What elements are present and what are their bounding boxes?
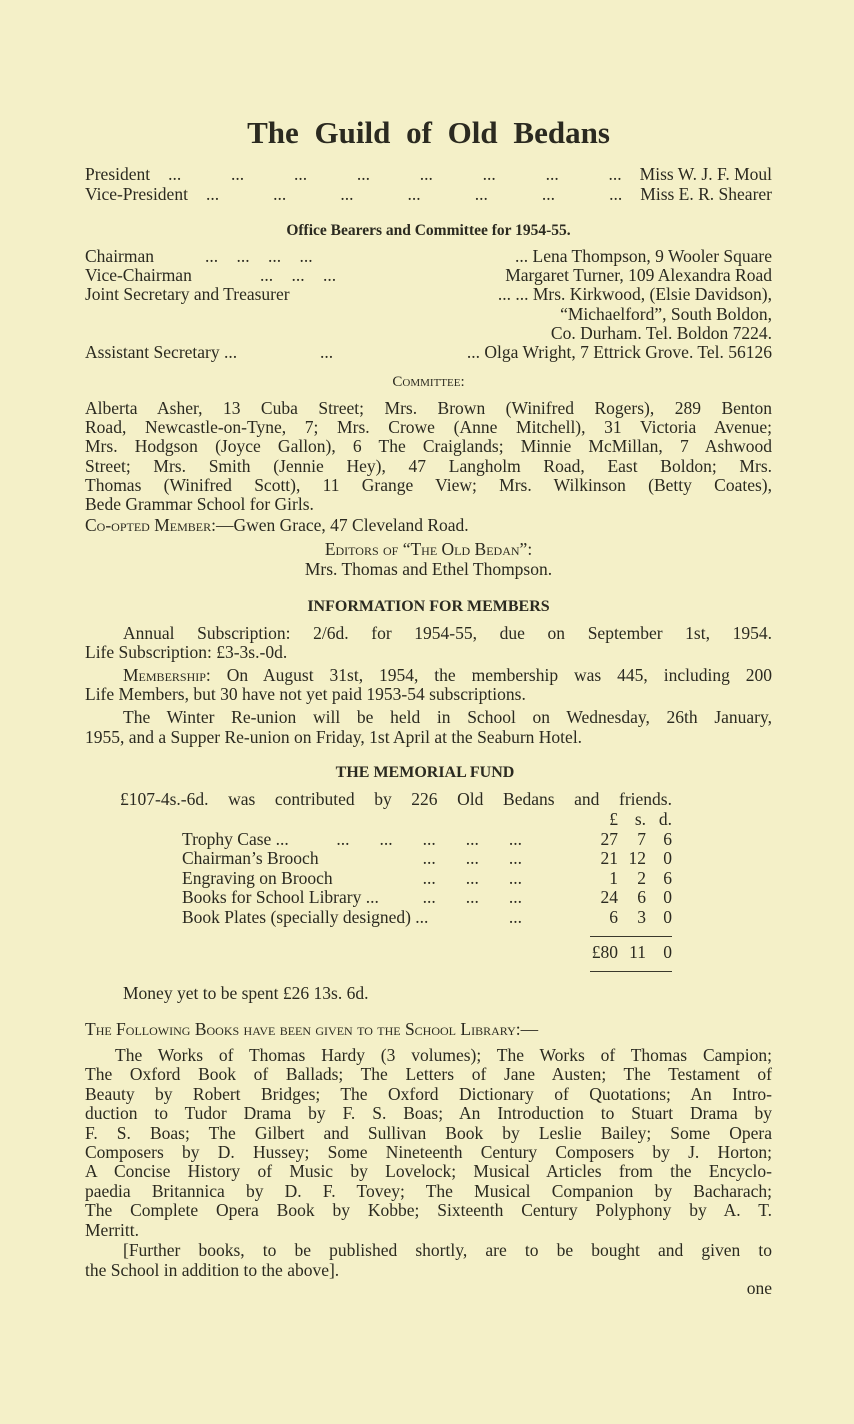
books-line: duction to Tudor Drama by F. S. Boas; An Introduction to Stuart Drama by [85,1103,772,1124]
money-left: Money yet to be spent £26 13s. 6d. [123,983,369,1003]
page-title: The Guild of Old Bedans [247,115,610,150]
fund-table-row [182,888,672,908]
vice-chairman-row: Vice-Chairman ... ... ... Margaret Turner, 109 Alexandra Road [85,265,772,285]
fund-item-label: Book Plates (specially designed) ... [182,906,429,927]
committee-line: Bede Grammar School for Girls. [85,494,314,514]
membership-line-1: Membership: On August 31st, 1954, the membership was 445, including 200 [123,665,772,685]
dot-leader: ... ... ... [422,867,522,888]
fund-intro: £107-4s.-6d. was contributed by 226 Old Bedans and friends. [120,789,672,809]
joint-secretary-address-2: Co. Durham. Tel. Boldon 7224. [550,323,772,343]
fund-amount-d: 6 [663,867,672,888]
dot-leader: ... [508,906,522,927]
committee-line: Mrs. Hodgson (Joyce Gallon), 6 The Craiglands; Minnie McMillan, 7 Ashwood [85,436,772,457]
info-heading: INFORMATION FOR MEMBERS [307,598,550,615]
fund-table-header: £ s. d. [609,809,672,829]
dot-leader: ... ... ... [422,887,522,907]
reunion-line-1: The Winter Re-union will be held in School on Wednesday, 26th January, [123,707,772,727]
office-bearers-heading: Office Bearers and Committee for 1954-55. [286,222,571,239]
fund-amount-s: 3 [637,906,646,927]
officer-vice-president: Vice-President ... ... ... ... ... ... ... Miss E. R. Shearer [85,184,772,204]
fund-amount-d: 0 [663,906,672,927]
committee-line: Alberta Asher, 13 Cuba Street; Mrs. Brown (Winifred Rogers), 289 Benton [85,398,772,418]
fund-amount-l: 24 [600,887,618,907]
fund-amount-l: 27 [600,828,618,849]
committee-heading: Committee: [392,374,465,390]
committee-line: Thomas (Winifred Scott), 11 Grange View; Mrs. Wilkinson (Betty Coates), [85,474,772,495]
fund-item-label: Engraving on Brooch [182,867,333,888]
joint-secretary-row: Joint Secretary and Treasurer ... ... Mrs. Kirkwood, (Elsie Davidson), [85,284,772,304]
fund-amount-d: 0 [663,848,672,868]
joint-secretary-address-1: “Michaelford”, South Boldon, [560,304,772,324]
fund-amount-l: 1 [609,867,618,888]
membership-line-2: Life Members, but 30 have not yet paid 1953-54 subscriptions. [85,684,526,704]
books-line: F. S. Boas; The Gilbert and Sullivan Book by Leslie Bailey; Some Opera [85,1122,772,1143]
books-line: The Complete Opera Book by Kobbe; Sixteenth Century Polyphony by A. T. [85,1200,772,1221]
fund-table-row [182,908,672,928]
memorial-fund-heading: THE MEMORIAL FUND [335,764,515,781]
dot-leader: ... ... ... [260,265,337,285]
further-line-1: [Further books, to be published shortly, are to be bought and given to [123,1240,772,1260]
total-rule-bottom [590,971,672,972]
dot-leader: ... ... ... ... ... [336,828,522,849]
fund-amount-l: 21 [600,848,618,868]
books-line: A Concise History of Music by Lovelock; Musical Articles from the Encyclo- [85,1161,772,1182]
fund-table-row [182,869,672,889]
further-line-2: the School in addition to the above]. [85,1260,340,1280]
total-rule-top [590,936,672,937]
page-number: one [746,1278,772,1298]
fund-table [182,810,672,927]
fund-item-label: Trophy Case ... [182,828,289,849]
fund-item-label: Books for School Library ... [182,887,379,907]
officer-president: President ... ... ... ... ... ... ... ... Miss W. J. F. Moul [85,164,772,184]
books-heading: The Following Books have been given to the School Library:— [85,1019,539,1039]
fund-amount-s: 12 [628,848,646,868]
editors-names: Mrs. Thomas and Ethel Thompson. [304,559,553,579]
editors-heading: Editors of “The Old Bedan”: [324,539,533,559]
books-line: Beauty by Robert Bridges; The Oxford Dictionary of Quotations; An Intro- [85,1083,772,1104]
books-line: The Works of Thomas Hardy (3 volumes); The Works of Thomas Campion; [115,1045,772,1065]
fund-item-label: Chairman’s Brooch [182,848,319,868]
books-line: Composers by D. Hussey; Some Nineteenth Century Composers by J. Horton; [85,1142,772,1162]
committee-line: Road, Newcastle-on-Tyne, 7; Mrs. Crowe (Anne Mitchell), 31 Victoria Avenue; [85,417,772,438]
subscription-line-1: Annual Subscription: 2/6d. for 1954-55, due on September 1st, 1954. [123,623,772,643]
books-line: The Oxford Book of Ballads; The Letters of Jane Austen; The Testament of [85,1064,772,1085]
fund-amount-d: 0 [663,887,672,907]
fund-amount-l: 6 [609,906,618,927]
dot-leader: ... [320,342,334,362]
fund-amount-s: 6 [637,887,646,907]
chairman-row: Chairman ... ... ... ... ... Lena Thompson, 9 Wooler Square [85,246,772,266]
fund-total: £80 11 0 [591,942,672,962]
fund-amount-d: 6 [663,828,672,849]
dot-leader: ... ... ... ... [205,246,313,266]
coopted-member: Co-opted Member:—Gwen Grace, 47 Cleveland Road. [85,515,469,535]
dot-leader: ... ... ... ... ... ... ... ... [168,164,622,184]
reunion-line-2: 1955, and a Supper Re-union on Friday, 1st April at the Seaburn Hotel. [85,727,583,747]
dot-leader: ... ... ... ... ... ... ... [205,184,623,204]
fund-amount-s: 7 [637,828,646,849]
committee-line: Street; Mrs. Smith (Jennie Hey), 47 Langholm Road, East Boldon; Mrs. [85,455,772,476]
assistant-secretary-row: Assistant Secretary ... ... ... Olga Wright, 7 Ettrick Grove. Tel. 56126 [85,342,772,362]
dot-leader: ... ... ... [422,848,522,868]
fund-amount-s: 2 [637,867,646,888]
books-line: Merritt. [85,1219,139,1240]
books-line: paedia Britannica by D. F. Tovey; The Musical Companion by Bacharach; [85,1180,772,1201]
subscription-line-2: Life Subscription: £3-3s.-0d. [85,642,288,662]
fund-table-row [182,849,672,869]
fund-table-row [182,830,672,850]
